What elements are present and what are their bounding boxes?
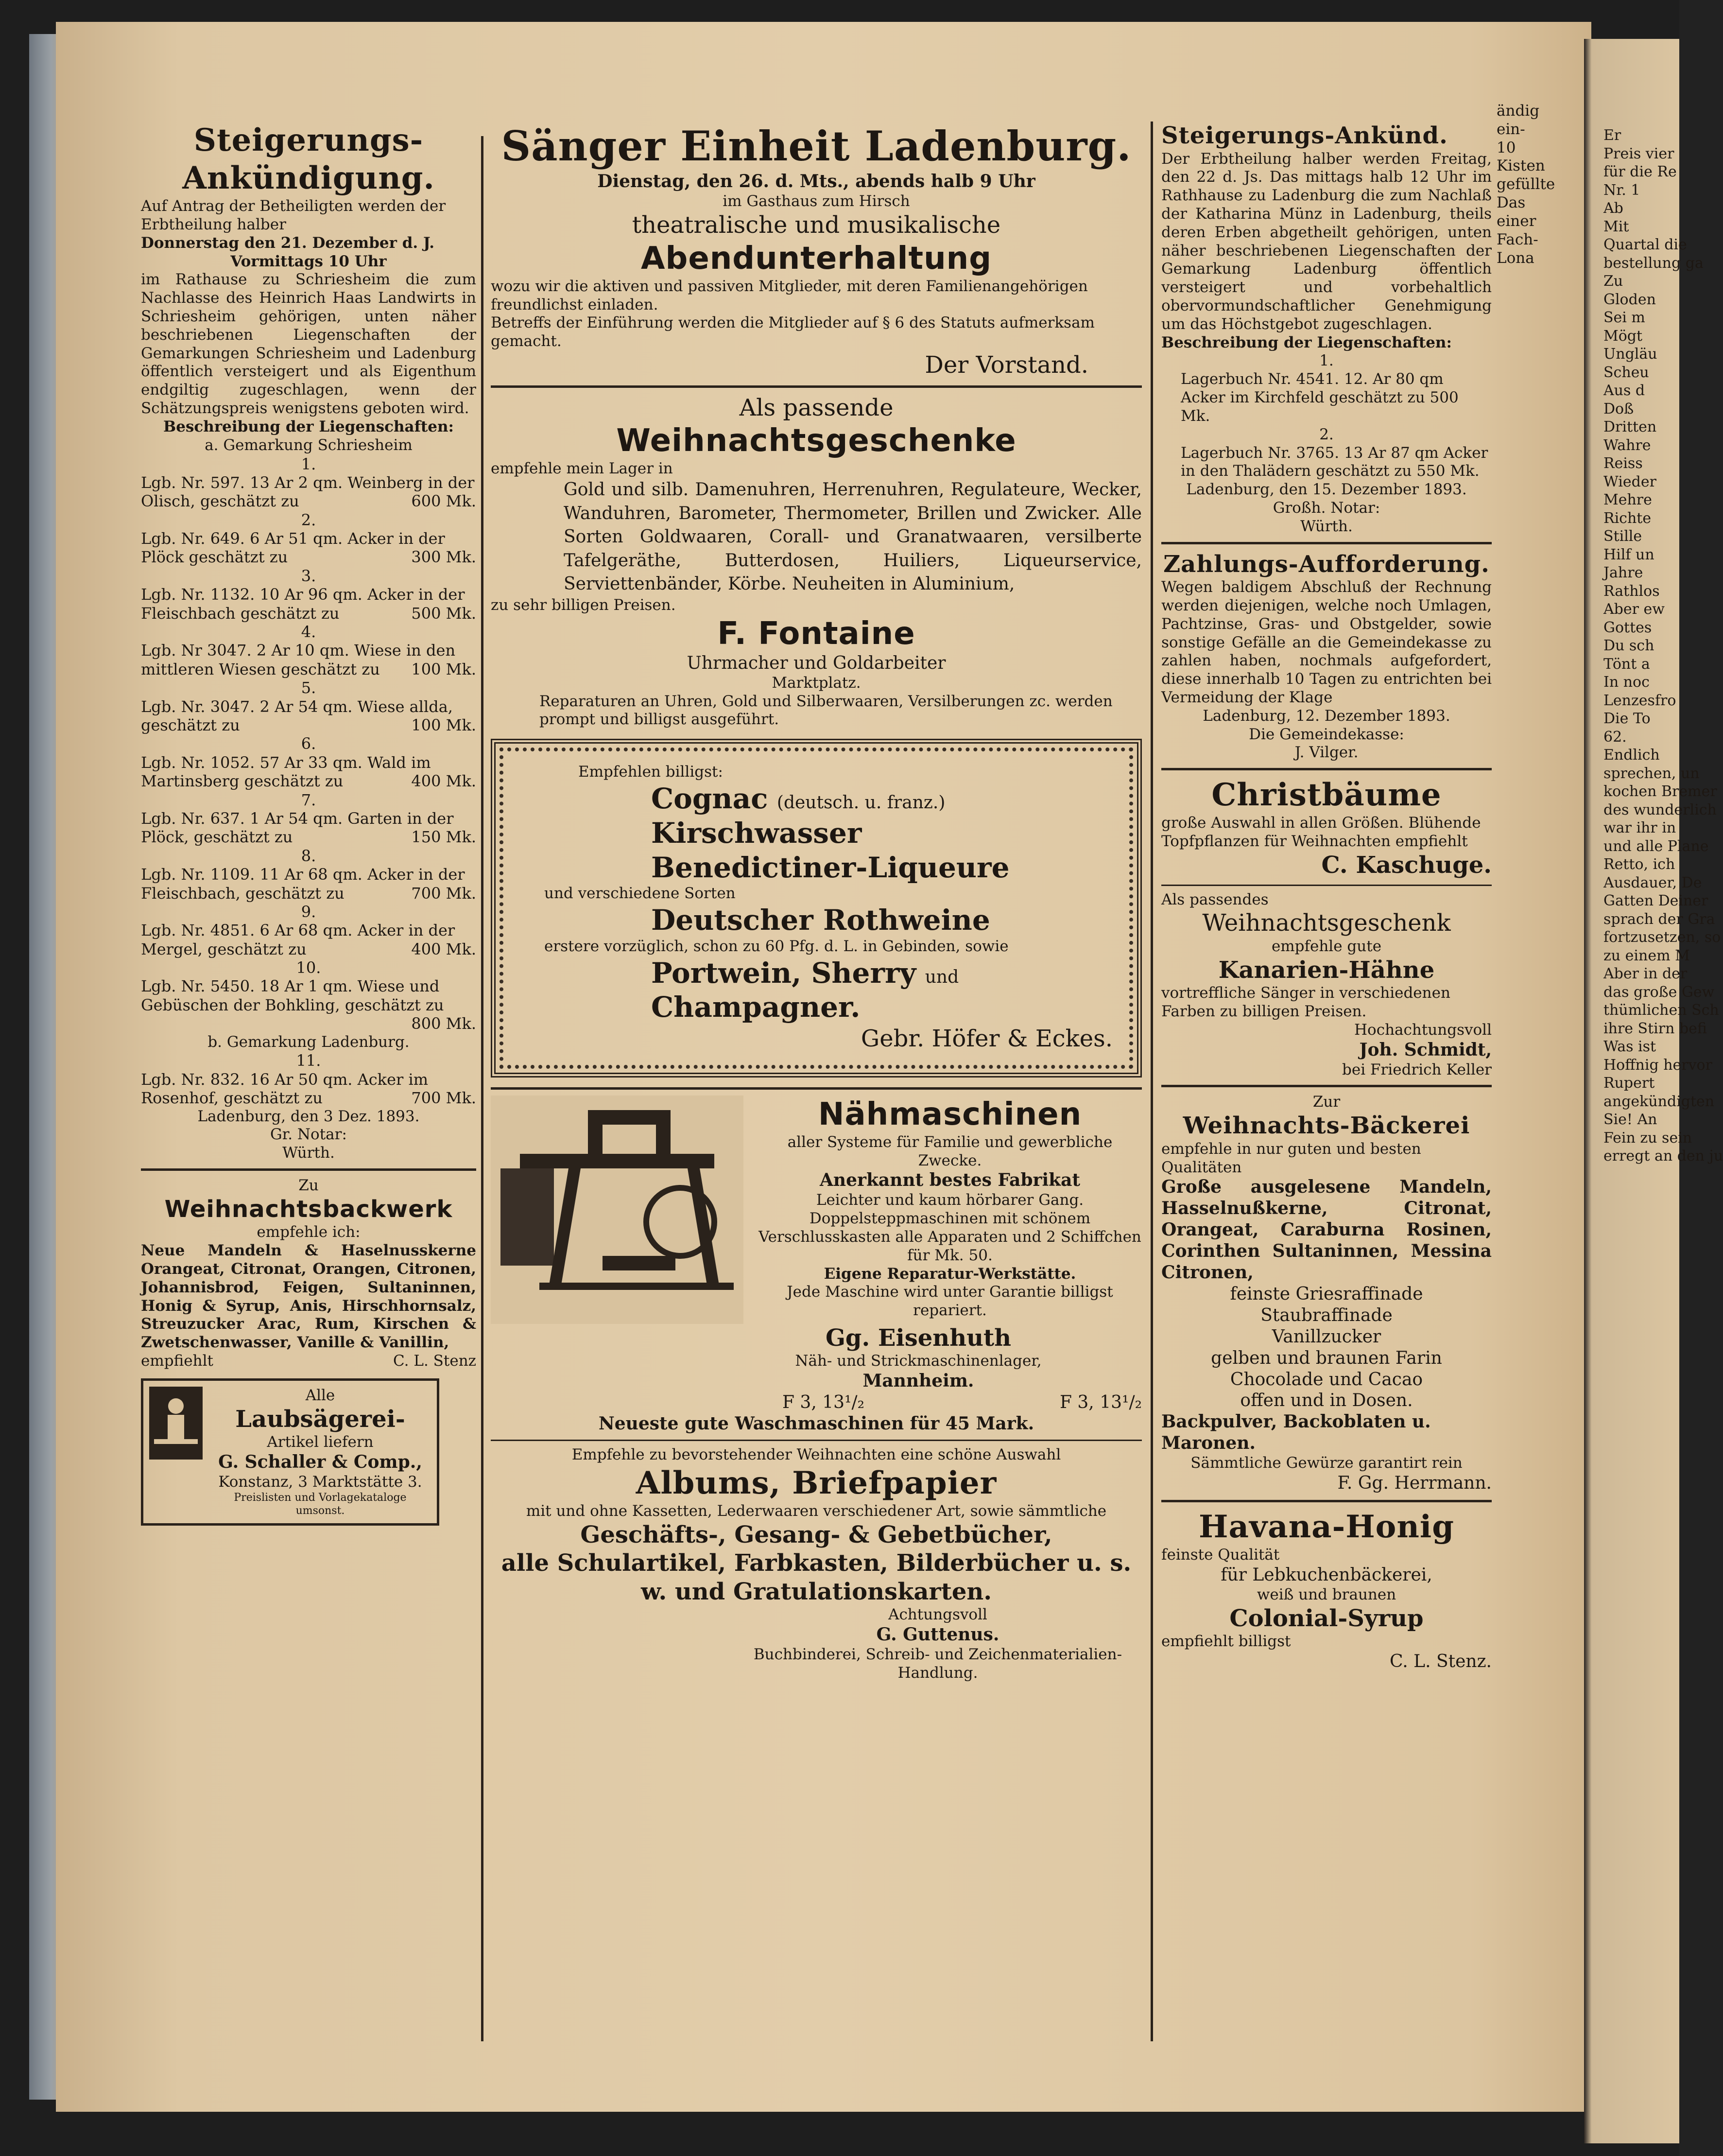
singer-when: Dienstag, den 26. d. Mts., abends halb 9 Uhr (597, 171, 1035, 192)
hoefer-sorts: und verschiedene Sorten (544, 885, 736, 903)
bakery-title: Weihnachtsbackwerk (164, 1195, 453, 1223)
sewing-l5: Eigene Reparatur-Werkstätte. (824, 1265, 1076, 1283)
singer-title: Sänger Einheit Ladenburg. (501, 122, 1132, 170)
col3-margin-fragments (1497, 102, 1555, 267)
honey-ad-stenz (1161, 1508, 1492, 1672)
facing-page-line: Stille (1603, 528, 1642, 545)
lot-number: 3. (301, 566, 316, 585)
facing-page-line: zu einem M (1603, 947, 1690, 964)
auction-lot (141, 847, 476, 903)
canaries-l3: vortreffliche Sänger in verschiedenen Farben zu billigen Preisen. (1161, 984, 1450, 1021)
margin-fragment: 10 Kisten (1497, 139, 1545, 175)
auction-body: im Rathause zu Schriesheim die zum Nachlasse des Heinrich Haas Landwirts in Schriesheim gehörigen, unten näher beschriebenen Liegenschaften der Gemarkungen Schriesheim und Ladenburg öffentlich versteigert und als Eigenthum endgiltig zugeschlagen, wenn der Schätzungspreis wenigstens geboten wird. (141, 271, 476, 417)
lot-text: Lgb. Nr. 3047. 2 Ar 54 qm. Wiese allda, geschätzt zu (141, 697, 453, 734)
facing-page-line: Gottes (1603, 619, 1652, 636)
sewing-machine-ad (491, 1095, 1142, 1435)
facing-page-line: Rupert (1603, 1075, 1655, 1092)
facing-page-line: Wieder (1603, 473, 1656, 490)
facing-page-line: Du sch (1603, 637, 1654, 654)
xbakery-l2: feinste Griesraffinade (1230, 1284, 1423, 1304)
facing-page-line: Wahre (1603, 436, 1651, 454)
auction-lot (141, 734, 476, 790)
lot-price: 400 Mk. (411, 939, 476, 958)
fontaine-firm: F. Fontaine (717, 615, 915, 652)
facing-page-line: Dritten (1603, 418, 1657, 435)
facing-page-line: erregt an den ju (1603, 1148, 1723, 1165)
facing-page-line: Tönt a (1603, 655, 1650, 673)
singer-p2: Betreffs der Einführung werden die Mitglieder auf § 6 des Statuts aufmerksam gemacht. (491, 314, 1095, 350)
singer-sign: Der Vorstand. (925, 351, 1088, 379)
facing-page-line: 62. (1603, 728, 1627, 746)
auction-lot (141, 567, 476, 623)
auction-lot (141, 903, 476, 958)
canaries-sign1: Hochachtungsvoll (1354, 1021, 1492, 1039)
c3-auction-title: Steigerungs-Ankünd. (1161, 122, 1448, 149)
facing-page-line: Er (1603, 127, 1621, 144)
facing-page-line: Hilf un (1603, 546, 1654, 563)
fretwork-foot: Preislisten und Vorlagekataloge umsonst. (234, 1491, 407, 1517)
facing-page-line: das große Gew (1603, 983, 1715, 1001)
lot-text: Lgb. Nr. 649. 6 Ar 51 qm. Acker in der Plöck geschätzt zu (141, 529, 445, 567)
auction-lot (141, 958, 476, 1033)
lot-text: Lgb. Nr. 832. 16 Ar 50 qm. Acker im Rosenhof, geschätzt zu (141, 1070, 429, 1108)
auction-notice-ladenburg (1161, 122, 1492, 536)
fretwork-alle: Alle (305, 1386, 335, 1404)
canaries-name: Joh. Schmidt, (1359, 1039, 1492, 1060)
c3-lot1-number: 1. (1319, 352, 1334, 370)
carpenter-illustration-icon (149, 1387, 203, 1460)
facing-page-line: In noc (1603, 674, 1650, 691)
facing-page-line: Rathlos (1603, 582, 1660, 600)
canaries-addr: bei Friedrich Keller (1342, 1061, 1492, 1078)
lot-number: 1. (301, 454, 316, 473)
hoefer-and: und (925, 967, 959, 987)
xbakery-title: Weihnachts-Bäckerei (1183, 1112, 1470, 1140)
c3-lot2: Lagerbuch Nr. 3765. 13 Ar 87 qm Acker in den Thalädern geschätzt zu 550 Mk. (1181, 444, 1488, 480)
lot-price: 600 Mk. (411, 492, 476, 511)
fontaine-als: Als passende (739, 394, 894, 421)
auction-title-2: Ankündigung. (182, 160, 435, 197)
payment-demand-notice (1161, 550, 1492, 763)
auction-notary: Gr. Notar: (270, 1126, 347, 1144)
facing-page-line: Hoffnig hervor (1603, 1056, 1712, 1074)
bakery-zu: Zu (298, 1177, 319, 1195)
facing-page-line: Fein zu sein (1603, 1129, 1692, 1147)
singer-where: im Gasthaus zum Hirsch (723, 192, 910, 210)
margin-fragment: Lona (1497, 249, 1534, 267)
bakery-body: Neue Mandeln & Haselnusskerne Orangeat, Citronat, Orangen, Citronen, Johannisbrod, Feigen, Sultaninnen, Honig & Syrup, Anis, Hirschhornsalz, Streuzucker Arac, Rum, Kirschen & Zwetschenwasser, Vanille & Vanillin, (141, 1242, 476, 1352)
auction-notice-schriesheim (141, 122, 476, 1163)
sewing-l3: Leichter und kaum hörbarer Gang. (816, 1191, 1084, 1209)
trees-body: große Auswahl in allen Größen. Blühende Topfpflanzen für Weihnachten empfiehlt (1161, 814, 1481, 851)
facing-page-line: bestellung ga (1603, 254, 1704, 272)
xbakery-l5: gelben und braunen Farin (1211, 1348, 1442, 1368)
singer-event: Abendunterhaltung (640, 240, 992, 277)
divider (491, 1087, 1142, 1090)
fretwork-firm: G. Schaller & Comp., (218, 1452, 422, 1473)
facing-page-line: Retto, ich (1603, 856, 1675, 873)
xbakery-l3: Staubraffinade (1260, 1305, 1393, 1325)
auction-lot (141, 511, 476, 567)
lot-text: Lgb. Nr. 637. 1 Ar 54 qm. Garten in der Plöck, geschätzt zu (141, 809, 454, 847)
lot-number: 6. (301, 734, 316, 753)
auction-place-date: Ladenburg, den 3 Dez. 1893. (197, 1107, 420, 1125)
xbakery-zur: Zur (1312, 1093, 1341, 1111)
margin-fragment: Das (1497, 194, 1526, 212)
sewing-addr-right: F 3, 13¹/₂ (1059, 1392, 1142, 1412)
xbakery-l7: offen und in Dosen. (1240, 1391, 1413, 1411)
margin-fragment: einer (1497, 212, 1536, 230)
hoefer-l7-line (520, 956, 1113, 991)
lot-text: Lgb. Nr. 1132. 10 Ar 96 qm. Acker in der Fleischbach geschätzt zu (141, 585, 465, 623)
auction-lot (141, 1051, 476, 1107)
bakery-sign-line (141, 1352, 476, 1371)
lot-text: Lgb. Nr. 597. 13 Ar 2 qm. Weinberg in der Olisch, geschätzt zu (141, 473, 475, 511)
sewing-title: Nähmaschinen (818, 1096, 1082, 1132)
divider (491, 1440, 1142, 1441)
payment-place-date: Ladenburg, 12. Dezember 1893. (1203, 707, 1450, 725)
xbakery-l9: Sämmtliche Gewürze garantirt rein (1190, 1454, 1463, 1472)
c3-lot1: Lagerbuch Nr. 4541. 12. Ar 80 qm Acker im Kirchfeld geschätzt zu 500 Mk. (1181, 370, 1459, 425)
facing-page-line: fortzusetzen, so (1603, 929, 1721, 946)
honey-l3: weiß und braunen (1257, 1585, 1396, 1603)
facing-page-line: Jahre (1603, 564, 1643, 581)
bakery-intro: empfehle ich: (257, 1223, 361, 1241)
lot-price: 800 Mk. (411, 1014, 476, 1033)
lot-text: Lgb. Nr. 1109. 11 Ar 68 qm. Acker in der Fleischbach, geschätzt zu (141, 865, 465, 903)
facing-page-line: Aber in der (1603, 965, 1688, 982)
guttenus-title: Albums, Briefpapier (636, 1464, 997, 1501)
sewing-firm: Gg. Eisenhuth (825, 1324, 1012, 1352)
lot-price: 700 Mk. (411, 1089, 476, 1108)
lot-number: 2. (301, 510, 316, 529)
margin-fragment: ändig ein- (1497, 102, 1540, 138)
lot-price: 150 Mk. (411, 828, 476, 847)
auction-intro: Auf Antrag der Betheiligten werden der Erbtheilung halber (141, 197, 446, 233)
facing-page-line: Ab (1603, 200, 1623, 217)
guttenus-l2: Geschäfts-, Gesang- & Gebetbücher, (580, 1521, 1052, 1548)
guttenus-l1: mit und ohne Kassetten, Lederwaaren verschiedener Art, sowie sämmtliche (526, 1502, 1107, 1520)
lot-number: 7. (301, 790, 316, 809)
xbakery-intro: empfehle in nur guten und besten Qualitäten (1161, 1140, 1421, 1176)
c3-notary: Großh. Notar: (1273, 499, 1380, 517)
facing-page-line: Was ist (1603, 1038, 1656, 1055)
honey-sign: C. L. Stenz. (1390, 1651, 1492, 1671)
facing-page-line: Aber ew (1603, 601, 1665, 618)
sewing-foot: Neueste gute Waschmaschinen für 45 Mark. (598, 1413, 1034, 1434)
canaries-l1: empfehle gute (1271, 937, 1382, 955)
facing-page-line: kochen Bremer (1603, 783, 1717, 800)
hoefer-port: Portwein, Sherry (651, 956, 916, 990)
singer-p1: wozu wir die aktiven und passiven Mitglieder, mit deren Familienangehörigen freundlichst einladen. (491, 277, 1088, 313)
facing-page-line: ihre Stirn befi (1603, 1020, 1707, 1037)
facing-page-line: Gatten Deiner (1603, 892, 1708, 909)
facing-page-line: für die Re (1603, 163, 1677, 180)
hoefer-l1-line (520, 782, 1113, 816)
trees-sign: C. Kaschuge. (1321, 851, 1492, 879)
lot-text: Lgb. Nr. 4851. 6 Ar 68 qm. Acker in der Mergel, geschätzt zu (141, 921, 455, 958)
facing-page-line: und alle Plane (1603, 837, 1709, 855)
lot-price: 500 Mk. (411, 604, 476, 623)
fontaine-foot: Reparaturen an Uhren, Gold und Silberwaaren, Versilberungen zc. werden prompt und billigst ausgeführt. (539, 692, 1113, 729)
auction-sub-a: a. Gemarkung Schriesheim (205, 436, 413, 454)
lot-number: 4. (301, 623, 316, 642)
hoefer-benedictine: Benedictiner-Liqueure (651, 851, 1010, 884)
xbakery-l6: Chocolade und Cacao (1230, 1369, 1423, 1390)
facing-page-line: des wunderlich (1603, 801, 1717, 818)
guttenus-firm: G. Guttenus. (876, 1624, 999, 1645)
facing-page-line: sprechen, un (1603, 765, 1700, 782)
facing-page-fragment (1584, 39, 1723, 2143)
column-middle (491, 122, 1142, 1683)
facing-page-line: Zu (1603, 273, 1623, 290)
xbakery-l4: Vanillzucker (1272, 1326, 1381, 1347)
lot-price: 100 Mk. (411, 660, 476, 678)
auction-notary-name: Würth. (282, 1144, 335, 1162)
auction-lot-list (141, 455, 476, 1033)
auction-lot (141, 678, 476, 734)
facing-page-line: thümlichen Sch (1603, 1002, 1719, 1019)
liquor-ad-hoefer (491, 739, 1142, 1077)
fontaine-ad (491, 394, 1142, 730)
divider (491, 385, 1142, 388)
fretwork-addr: Konstanz, 3 Marktstätte 3. (218, 1473, 422, 1491)
auction-date: Donnerstag den 21. Dezember d. J. (141, 234, 435, 252)
lot-price: 100 Mk. (411, 716, 476, 734)
auction-lot (141, 791, 476, 847)
c3-lot2-number: 2. (1319, 425, 1334, 443)
singer-what: theatralische und musikalische (632, 211, 1001, 239)
guttenus-intro: Empfehle zu bevorstehender Weihnachten eine schöne Auswahl (571, 1445, 1061, 1463)
lot-price: 400 Mk. (411, 772, 476, 791)
fretwork-text (209, 1387, 431, 1518)
hoefer-kirsch: Kirschwasser (651, 816, 862, 850)
divider (1161, 542, 1492, 544)
canaries-ad (1161, 891, 1492, 1079)
facing-page-line: Mit (1603, 218, 1629, 235)
canaries-title: Weihnachtsgeschenk (1202, 909, 1451, 937)
sewing-l1: aller Systeme für Familie und gewerbliche Zwecke. (787, 1133, 1113, 1169)
bakery-sign: C. L. Stenz (393, 1352, 476, 1370)
facing-page-line: war ihr in (1603, 819, 1676, 836)
lot-price: 300 Mk. (411, 548, 476, 567)
bookbinder-ad-guttenus (491, 1446, 1142, 1683)
lot-number: 5. (301, 678, 316, 697)
sewing-l4: Doppelsteppmaschinen mit schönem Verschlusskasten alle Apparaten und 2 Schiffchen für Mk. 50. (758, 1210, 1141, 1264)
sewing-l2: Anerkannt bestes Fabrikat (819, 1170, 1081, 1191)
divider (1161, 768, 1492, 770)
facing-page-lines (1584, 39, 1723, 1165)
facing-page-line: Quartal die (1603, 236, 1687, 253)
hoefer-firm: Gebr. Höfer & Eckes. (861, 1025, 1113, 1053)
lot-number: 9. (301, 902, 316, 921)
facing-page-line: Mehre (1603, 491, 1652, 508)
honey-l1: feinste Qualität (1161, 1546, 1280, 1564)
facing-page-line: Ausdauer, De (1603, 874, 1702, 891)
auction-sub-b: b. Gemarkung Ladenburg. (207, 1033, 410, 1051)
facing-page-line: Gloden (1603, 291, 1656, 308)
fontaine-tail: zu sehr billigen Preisen. (491, 596, 676, 614)
fretwork-line2: Artikel liefern (267, 1433, 374, 1451)
lot-number: 11. (296, 1051, 321, 1070)
facing-page-line: Richte (1603, 509, 1652, 527)
margin-fragment: gefüllte (1497, 175, 1555, 193)
bakery-ad-stenz (141, 1177, 476, 1371)
fontaine-trade: Uhrmacher und Goldarbeiter (687, 653, 946, 673)
divider (141, 1168, 476, 1171)
lot-text: Lgb. Nr 3047. 2 Ar 10 qm. Wiese in den mittleren Wiesen geschätzt zu (141, 641, 456, 678)
divider (1161, 1500, 1492, 1502)
hoefer-price: erstere vorzüglich, schon zu 60 Pfg. d. L. in Gebinden, sowie (544, 937, 1009, 955)
auction-time: Vormittags 10 Uhr (230, 252, 387, 270)
sewing-l6: Jede Maschine wird unter Garantie billigst repariert. (787, 1283, 1113, 1320)
guttenus-sign1: Achtungsvoll (888, 1606, 987, 1624)
bakery-sign-pre: empfiehlt (141, 1352, 213, 1370)
divider (1161, 1085, 1492, 1087)
payment-office: Die Gemeindekasse: (1249, 725, 1404, 743)
facing-page-line: Ungläu (1603, 346, 1657, 363)
fontaine-body: Gold und silb. Damenuhren, Herrenuhren, Regulateure, Wecker, Wanduhren, Barometer, Thermometer, Brillen und Zwicker. Alle Sorten Goldwaaren, Corall- und Granatwaaren, versilberte Tafelgeräthe, Butterdosen, Huiliers, Liqueurservice, Serviettenbänder, Körbe. Neuheiten in Aluminium, (564, 480, 1142, 594)
fretwork-title: Laubsägerei- (235, 1405, 405, 1433)
auction-desc-heading: Beschreibung der Liegenschaften: (163, 417, 454, 435)
sewing-addr-line (491, 1392, 1142, 1413)
christmas-trees-ad (1161, 776, 1492, 879)
hoefer-cognac-note: (deutsch. u. franz.) (776, 793, 946, 813)
sewing-city: Mannheim. (862, 1371, 974, 1391)
payment-body: Wegen baldigem Abschluß der Rechnung werden diejenigen, welche noch Umlagen, Pachtzinse, Gras- und Obstgelder, sowie sonstige Gefälle an die Gemeindekasse zu zahlen haben, nochmals aufgefordert, diese innerhalb 10 Tagen zu entrichten bei Vermeidung der Klage (1161, 578, 1492, 707)
hoefer-rothweine: Deutscher Rothweine (651, 904, 990, 937)
auction-lot (141, 455, 476, 511)
hoefer-champagne: Champagner. (651, 991, 861, 1024)
lot-text: Lgb. Nr. 1052. 57 Ar 33 qm. Wald im Martinsberg geschätzt zu (141, 753, 431, 791)
honey-l4: Colonial-Syrup (1229, 1604, 1424, 1632)
canaries-als: Als passendes (1161, 890, 1269, 908)
facing-page-line: Lenzesfro (1603, 692, 1676, 709)
xbakery-l1: Große ausgelesene Mandeln, Hasselnußkerne, Citronat, Orangeat, Caraburna Rosinen, Corinthen Sultaninnen, Messina Citronen, (1161, 1177, 1492, 1283)
facing-page-line: angekündigten (1603, 1093, 1715, 1110)
facing-page-line: sprach der Gra (1603, 910, 1715, 928)
honey-l5: empfiehlt billigst (1161, 1633, 1291, 1651)
hoefer-cognac: Cognac (651, 782, 768, 816)
facing-page-line: Endlich (1603, 747, 1660, 764)
auction-title-1: Steigerungs- (193, 122, 424, 158)
sewing-addr-left: F 3, 13¹/₂ (782, 1392, 865, 1412)
lot-number: 8. (301, 846, 316, 865)
facing-page-line: Reiss (1603, 455, 1643, 472)
facing-page-line: Sie! An (1603, 1111, 1657, 1128)
fontaine-title: Weihnachtsgeschenke (616, 423, 1017, 459)
fontaine-place: Marktplatz. (772, 674, 861, 692)
column-right (1161, 122, 1492, 1672)
margin-fragment: Fach- (1497, 230, 1538, 248)
c3-place-date: Ladenburg, den 15. Dezember 1893. (1186, 481, 1467, 499)
facing-page-line: Aus d (1603, 382, 1645, 399)
c3-auction-desc-heading: Beschreibung der Liegenschaften: (1161, 333, 1452, 351)
guttenus-l3: alle Schulartikel, Farbkasten, Bilderbücher u. s. w. und Gratulationskarten. (501, 1549, 1132, 1605)
lot-number: 10. (296, 958, 321, 977)
honey-title: Havana-Honig (1199, 1508, 1454, 1545)
facing-page-line: Die To (1603, 710, 1651, 727)
guttenus-trade: Buchbinderei, Schreib- und Zeichenmaterialien-Handlung. (753, 1645, 1122, 1682)
facing-page-line: Nr. 1 (1603, 181, 1640, 199)
lot-text: Lgb. Nr. 5450. 18 Ar 1 qm. Wiese und Gebüschen der Bohkling, geschätzt zu (141, 977, 444, 1014)
lot-price: 700 Mk. (411, 884, 476, 903)
sewing-trade: Näh- und Strickmaschinenlager, (795, 1352, 1042, 1370)
c3-auction-body: Der Erbtheilung halber werden Freitag, den 22 d. Js. Das mittags halb 12 Uhr im Rathhause zu Ladenburg die zum Nachlaß der Katharina Münz in Ladenburg, theils deren Erben abgetheilt gehörigen, unten näher beschriebenen Liegenschaften der Gemarkung Ladenburg öffentlich versteigert und vorbehaltlich obervormundschaftlicher Genehmigung um das Höchstgebot zugeschlagen. (1161, 150, 1492, 333)
facing-page-line: Scheu (1603, 364, 1649, 381)
facing-page-line: Preis vier (1603, 145, 1674, 162)
fretwork-ad-schaller (141, 1378, 439, 1526)
xbakery-l8: Backpulver, Backoblaten u. Maronen. (1161, 1411, 1431, 1454)
canaries-l2: Kanarien-Hähne (1218, 956, 1435, 984)
facing-page-line: Doß (1603, 400, 1634, 417)
hoefer-intro: Empfehlen billigst: (578, 763, 723, 781)
column-rule-right (1151, 122, 1153, 2041)
trees-title: Christbäume (1211, 777, 1442, 814)
column-rule-left (481, 136, 483, 2041)
xbakery-sign: F. Gg. Herrmann. (1337, 1473, 1492, 1493)
christmas-bakery-ad-herrmann (1161, 1093, 1492, 1494)
divider (1161, 885, 1492, 886)
honey-l2: für Lebkuchenbäckerei, (1221, 1565, 1432, 1585)
fontaine-intro: empfehle mein Lager in (491, 460, 673, 478)
c3-notary-name: Würth. (1300, 517, 1353, 535)
payment-title: Zahlungs-Aufforderung. (1163, 550, 1490, 578)
column-left (141, 122, 476, 1526)
sewing-machine-illustration-icon (491, 1095, 743, 1324)
singer-society-ad (491, 122, 1142, 380)
facing-page-line: Mögt (1603, 327, 1643, 345)
auction-lot (141, 623, 476, 678)
payment-name: J. Vilger. (1294, 744, 1359, 762)
facing-page-line: Sei m (1603, 309, 1645, 326)
